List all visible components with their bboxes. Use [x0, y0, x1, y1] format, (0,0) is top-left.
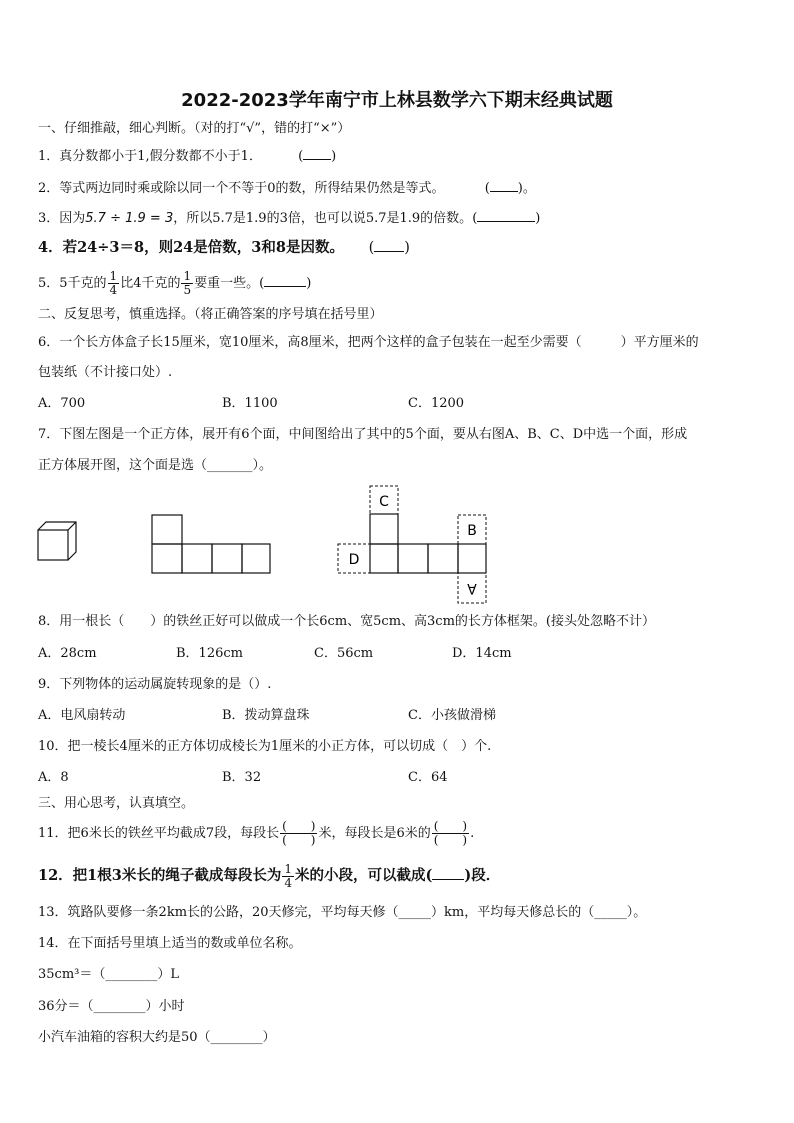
question-11-text-a: 11．把6米长的铁丝平均截成7段，每段长 — [38, 826, 280, 841]
question-11-text-b: 米，每段长是6米的 — [318, 826, 431, 841]
option-b[interactable]: B．1100 — [222, 396, 278, 411]
question-7-line-2: 正方体展开图，这个面是选（_______）。 — [38, 458, 273, 473]
question-3-text-b: ，所以5.7是1.9的3倍，也可以说5.7是1.9的倍数。 — [173, 211, 473, 226]
option-a[interactable]: A．28cm — [38, 646, 97, 661]
question-6-line-2: 包装纸（不计接口处）. — [38, 365, 173, 380]
option-b[interactable]: B．32 — [222, 770, 262, 785]
fraction-blank[interactable]: $\frac{( )}{( )}$ — [282, 819, 316, 847]
question-5-text-b: 比4千克的 — [120, 276, 181, 291]
option-a[interactable]: A．电风扇转动 — [38, 708, 126, 723]
fraction: $\frac{1}{4}$ — [284, 861, 292, 890]
question-11 — [38, 817, 474, 851]
question-12-text-b: 米的小段，可以截成 — [295, 867, 426, 884]
question-9: 9．下列物体的运动属旋转现象的是（）. — [38, 677, 272, 692]
question-7-line-1: 7．下图左图是一个正方体，展开有6个面，中间图给出了其中的5个面，要从右图A、B、C、D中选一个面，形成 — [38, 427, 688, 442]
question-8: 8．用一根长（ ）的铁丝正好可以做成一个长6cm、宽5cm、高3cm的长方体框架。(接头处忽略不计） — [38, 614, 655, 629]
option-c[interactable]: C．64 — [408, 770, 448, 785]
question-5: 5．5千克的 $\frac{1}{4}$ 比4千克的 $\frac{1}{5}$ 要重一些。( ) — [38, 269, 312, 297]
question-4: 4．若24÷3＝8，则24是倍数，3和8是因数。 ( ) — [38, 239, 410, 256]
fraction: $\frac{1}{4}$ — [109, 269, 118, 297]
question-3-formula: 5.7 ÷ 1.9 = 3 — [85, 211, 174, 226]
option-b[interactable]: B．拨动算盘珠 — [222, 708, 310, 723]
option-d[interactable]: D．14cm — [452, 646, 512, 661]
question-5-text-c: 要重一些。 — [194, 276, 260, 291]
question-6-line-1: 6．一个长方体盒子长15厘米，宽10厘米，高8厘米，把两个这样的盒子包装在一起至少需要（ ）平方厘米的 — [38, 335, 699, 350]
option-c[interactable]: C．小孩做滑梯 — [408, 708, 496, 723]
question-1: 1．真分数都小于1,假分数都不小于1． ( ) — [38, 145, 336, 166]
net-figure-middle — [150, 513, 272, 575]
answer-blank[interactable] — [374, 237, 404, 252]
question-14-c: 小汽车油箱的容积大约是50（________） — [38, 1030, 276, 1045]
section-heading-2: 二、反复思考，慎重选择。（将正确答案的序号填在括号里） — [38, 307, 383, 322]
question-14-a: 35cm³＝（________）L — [38, 967, 179, 982]
answer-blank[interactable] — [477, 207, 535, 222]
question-14: 14．在下面括号里填上适当的数或单位名称。 — [38, 936, 302, 951]
question-5-text-a: 5．5千克的 — [38, 276, 107, 291]
net-figure-right — [336, 484, 492, 606]
question-12-text-a: 12．把1根3米长的绳子截成每段长为 — [38, 867, 282, 884]
question-12: 12．把1根3米长的绳子截成每段长为 $\frac{1}{4}$ 米的小段，可以截成( )段． — [38, 861, 501, 890]
label-c: C — [379, 494, 389, 510]
fraction: $\frac{1}{5}$ — [183, 269, 192, 297]
question-10: 10．把一棱长4厘米的正方体切成棱长为1厘米的小正方体，可以切成（ ）个. — [38, 739, 492, 754]
option-c[interactable]: C．56cm — [314, 646, 374, 661]
page-title: 2022-2023学年南宁市上林县数学六下期末经典试题 — [181, 90, 613, 111]
option-a[interactable]: A．700 — [38, 396, 86, 411]
question-3: 3．因为5.7 ÷ 1.9 = 3，所以5.7是1.9的3倍，也可以说5.7是1.9的倍数。( ) — [38, 207, 540, 228]
option-b[interactable]: B．126cm — [176, 646, 243, 661]
answer-blank[interactable] — [432, 865, 464, 880]
answer-blank[interactable] — [264, 272, 306, 287]
question-11-end: . — [470, 826, 475, 841]
question-1-text: 1．真分数都小于1,假分数都不小于1． — [38, 149, 262, 164]
fraction-blank[interactable]: $\frac{( )}{( )}$ — [433, 819, 468, 847]
question-12-end: 段． — [471, 867, 501, 884]
question-13: 13．筑路队要修一条2km长的公路，20天修完，平均每天修（_____）km，平均每天修总长的（_____）。 — [38, 905, 647, 920]
question-4-text: 4．若24÷3＝8，则24是倍数，3和8是因数。 — [38, 239, 344, 256]
option-c[interactable]: C．1200 — [408, 396, 465, 411]
section-heading-1: 一、仔细推敲，细心判断。（对的打“√”，错的打“×”） — [38, 121, 351, 136]
answer-blank[interactable] — [490, 177, 518, 192]
cube-figure — [36, 520, 78, 564]
option-a[interactable]: A．8 — [38, 770, 69, 785]
question-2-end: 。 — [522, 181, 536, 196]
question-2-text: 2．等式两边同时乘或除以同一个不等于0的数，所得结果仍然是等式。 — [38, 181, 445, 196]
label-b: B — [467, 523, 477, 539]
section-heading-3: 三、用心思考，认真填空。 — [38, 796, 195, 811]
answer-blank[interactable] — [303, 145, 331, 160]
label-d: D — [348, 552, 360, 568]
question-14-b: 36分＝（________）小时 — [38, 999, 185, 1014]
question-2: 2．等式两边同时乘或除以同一个不等于0的数，所得结果仍然是等式。 ( )。 — [38, 177, 536, 198]
question-3-text-a: 3．因为 — [38, 211, 86, 226]
label-a: A — [467, 580, 477, 596]
